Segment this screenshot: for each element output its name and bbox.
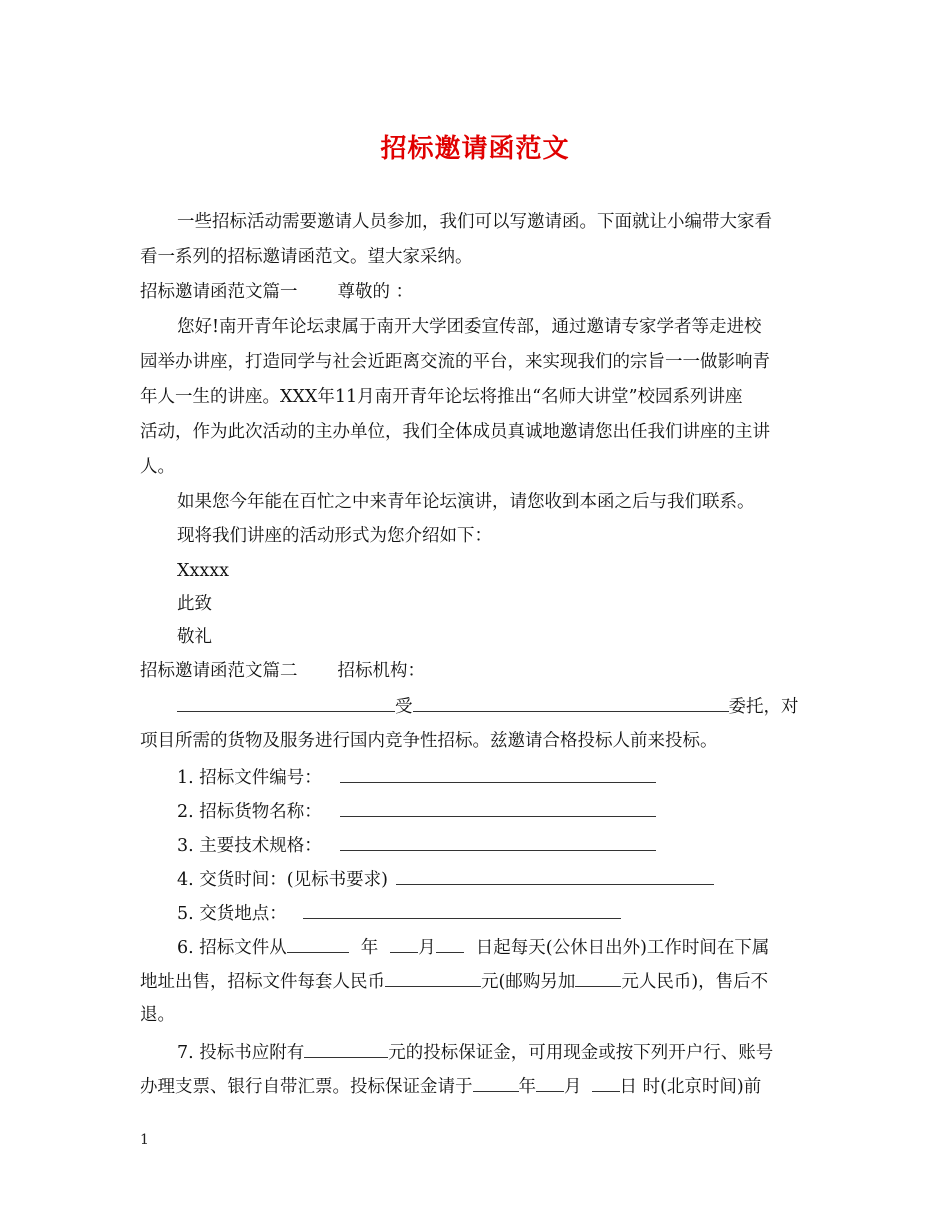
entrust-mid: 受 (395, 697, 413, 717)
item-6-line-1 (177, 934, 769, 960)
item-7-line-2 (140, 1073, 761, 1099)
section1-p2: 如果您今年能在百忙之中来青年论坛演讲，请您收到本函之后与我们联系。 (177, 492, 755, 512)
section1-p3: 现将我们讲座的活动形式为您介绍如下： (177, 526, 492, 546)
blank-delivery-time (396, 866, 714, 885)
item-6-line-3: 退。 (140, 1005, 175, 1025)
item-7-year: 年 (518, 1077, 536, 1097)
blank-client (413, 693, 729, 712)
item-6-text-2c: 元人民币)，售后不 (621, 972, 769, 992)
item-4 (177, 866, 714, 892)
section1-heading-line (140, 280, 413, 304)
section1-p4: Xxxxx (177, 561, 229, 581)
blank-tech-spec (340, 832, 656, 851)
section1-salutation: 尊敬的 ： (337, 282, 414, 302)
section1-p1-line-5: 人。 (140, 457, 175, 477)
item-6-year: 年 (360, 938, 379, 958)
blank-postage (575, 968, 621, 987)
closing-2: 敬礼 (177, 627, 212, 647)
section1-p1-line-4: 活动，作为此次活动的主办单位，我们全体成员真诚地邀请您出任我们讲座的主讲 (140, 422, 770, 442)
section2-org-label: 招标机构： (337, 661, 425, 681)
entrust-end: 委托，对 (728, 697, 799, 717)
item-7-text-b: 元的投标保证金，可用现金或按下列开户行、账号 (388, 1043, 774, 1063)
section2-heading: 招标邀请函范文篇二 (140, 661, 298, 681)
item-6-month: 月 (418, 938, 436, 958)
item-2 (177, 798, 656, 824)
page-number: 1 (140, 1132, 149, 1148)
item-2-label: 2. 招标货物名称： (177, 802, 322, 822)
blank-org (177, 693, 395, 712)
blank-start-year (287, 934, 349, 953)
section1-p1-line-3: 年人一生的讲座。XXX年11月南开青年论坛将推出“名师大讲堂”校园系列讲座 (140, 387, 743, 407)
item-1-label: 1. 招标文件编号： (177, 768, 322, 788)
item-3-label: 3. 主要技术规格： (177, 836, 322, 856)
item-7-line-1 (177, 1039, 773, 1065)
section2-heading-line (140, 659, 425, 683)
item-6-text-d: 日起每天(公休日出外)工作时间在下属 (475, 938, 770, 958)
blank-deposit-year (473, 1073, 519, 1092)
item-3 (177, 832, 656, 858)
entrust-line (177, 693, 799, 719)
item-7-text-2d: 日 时(北京时间)前 (619, 1077, 762, 1097)
item-7-text-2a: 办理支票、银行自带汇票。投标保证金请于 (140, 1077, 473, 1097)
blank-delivery-place (303, 900, 621, 919)
blank-doc-number (340, 764, 656, 783)
section1-p1-line-2: 园举办讲座，打造同学与社会近距离交流的平台，来实现我们的宗旨一一做影响青 (140, 352, 770, 372)
blank-doc-price (385, 968, 481, 987)
item-1 (177, 764, 656, 790)
item-6-text-a: 6. 招标文件从 (177, 938, 287, 958)
closing-1: 此致 (177, 594, 212, 614)
section1-p1-line-1: 您好!南开青年论坛隶属于南开大学团委宣传部，通过邀请专家学者等走进校 (177, 317, 762, 337)
item-6-text-2a: 地址出售，招标文件每套人民币 (140, 972, 385, 992)
page-title: 招标邀请函范文 (380, 134, 570, 164)
intro-line-2: 看一系列的招标邀请函范文。望大家采纳。 (140, 247, 473, 267)
section1-heading: 招标邀请函范文篇一 (140, 282, 298, 302)
blank-start-day (436, 934, 464, 953)
blank-deposit-day (592, 1073, 620, 1092)
item-5 (177, 900, 621, 926)
entrust-line-2: 项目所需的货物及服务进行国内竞争性招标。兹邀请合格投标人前来投标。 (140, 731, 718, 751)
intro-line-1: 一些招标活动需要邀请人员参加，我们可以写邀请函。下面就让小编带大家看 (177, 212, 772, 232)
item-5-label: 5. 交货地点： (177, 904, 287, 924)
item-6-text-2b: 元(邮购另加 (481, 972, 576, 992)
item-6-line-2 (140, 968, 768, 994)
blank-start-month (390, 934, 418, 953)
blank-goods-name (340, 798, 656, 817)
blank-deposit (304, 1039, 388, 1058)
item-7-text-a: 7. 投标书应附有 (177, 1043, 305, 1063)
blank-deposit-month (536, 1073, 564, 1092)
item-4-label: 4. 交货时间：(见标书要求) (177, 870, 388, 890)
item-7-month: 月 (564, 1077, 582, 1097)
